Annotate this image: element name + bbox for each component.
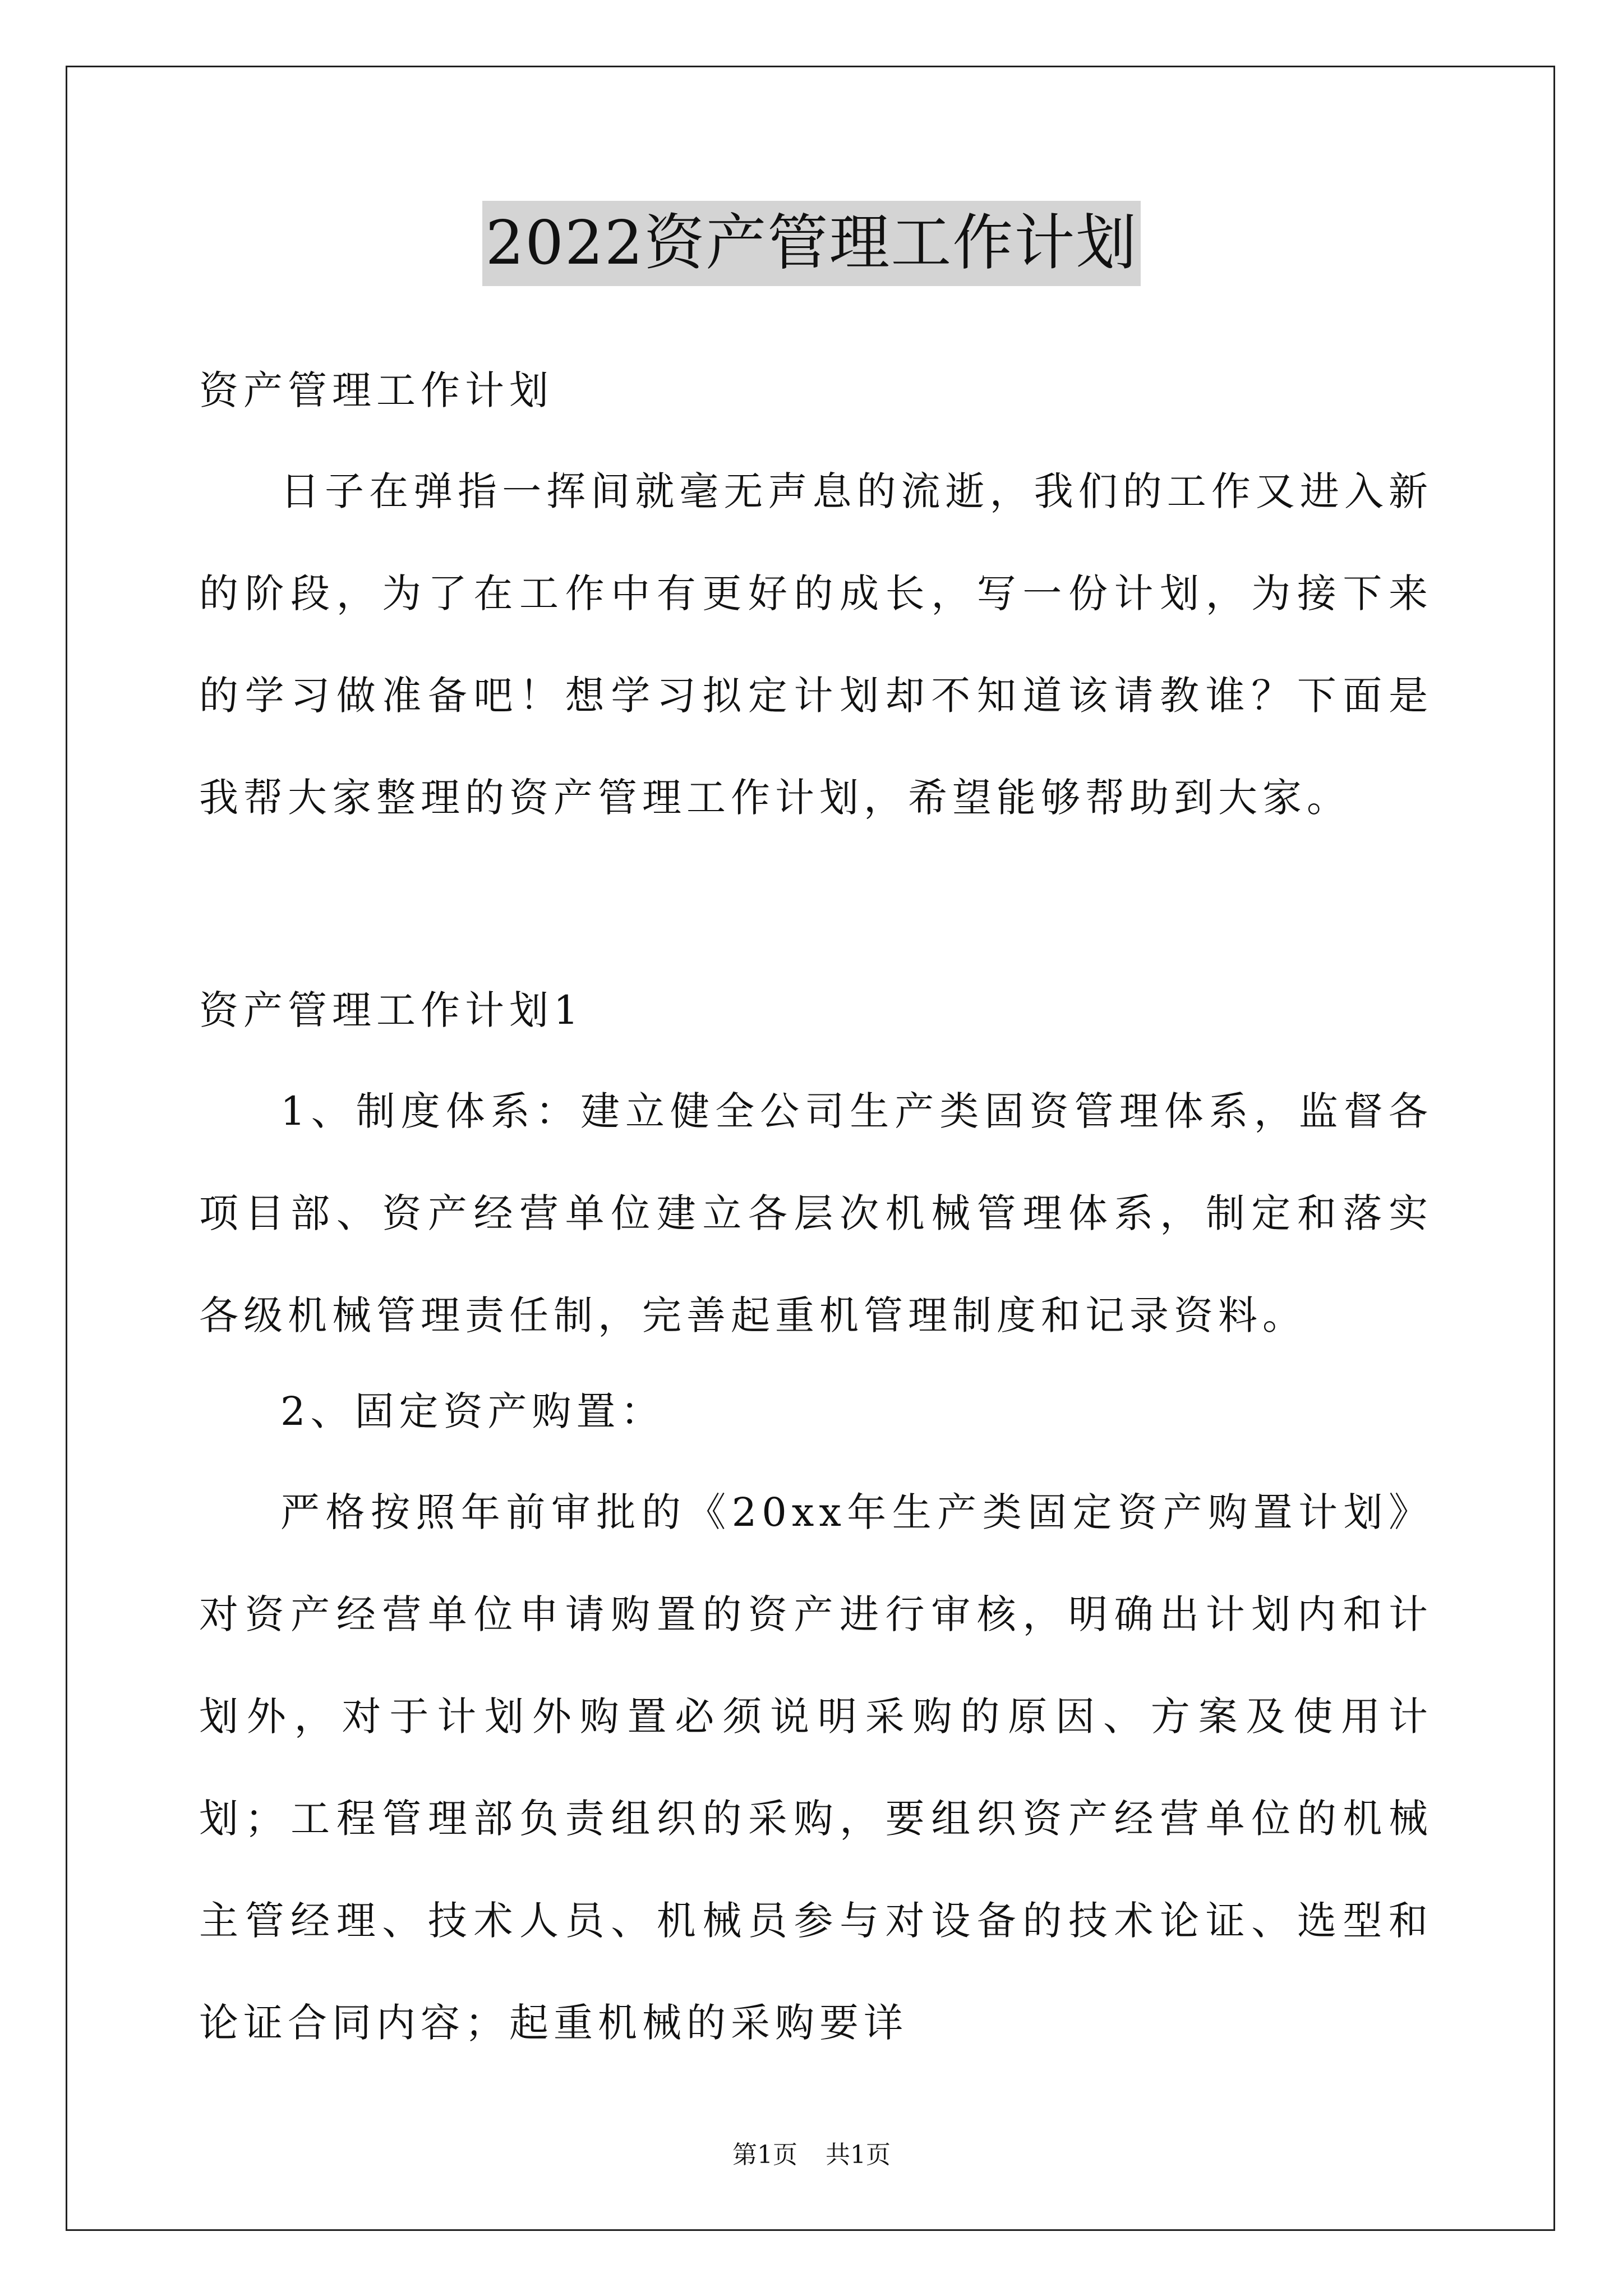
title-container (0, 201, 1623, 286)
item-2-paragraph: 严格按照年前审批的《20xx年生产类固定资产购置计划》对资产经营单位申请购置的资产进行审核，明确出计划内和计划外，对于计划外购置必须说明采购的原因、方案及使用计划；工程管理部负责组织的采购，要组织资产经营单位的机械主管经理、技术人员、机械员参与对设备的技术论证、选型和论证合同内容；起重机械的采购要详 (199, 1489, 1433, 2046)
page-footer (0, 2134, 1623, 2170)
item-2-heading: 2、固定资产购置： (280, 1388, 665, 1434)
page-number: 第1页 (732, 2141, 797, 2169)
document-title: 2022资产管理工作计划 (482, 201, 1141, 286)
document-subtitle: 资产管理工作计划 (199, 367, 554, 413)
intro-paragraph: 日子在弹指一挥间就毫无声息的流逝，我们的工作又进入新的阶段，为了在工作中有更好的成长，写一份计划，为接下来的学习做准备吧！想学习拟定计划却不知道该请教谁？下面是我帮大家整理的资产管理工作计划，希望能够帮助到大家。 (199, 468, 1433, 821)
page-total: 共1页 (826, 2141, 891, 2169)
item-1-paragraph: 1、制度体系：建立健全公司生产类固资管理体系，监督各项目部、资产经营单位建立各层次机械管理体系，制定和落实各级机械管理责任制，完善起重机管理制度和记录资料。 (199, 1088, 1433, 1338)
section-heading: 资产管理工作计划1 (199, 987, 584, 1033)
